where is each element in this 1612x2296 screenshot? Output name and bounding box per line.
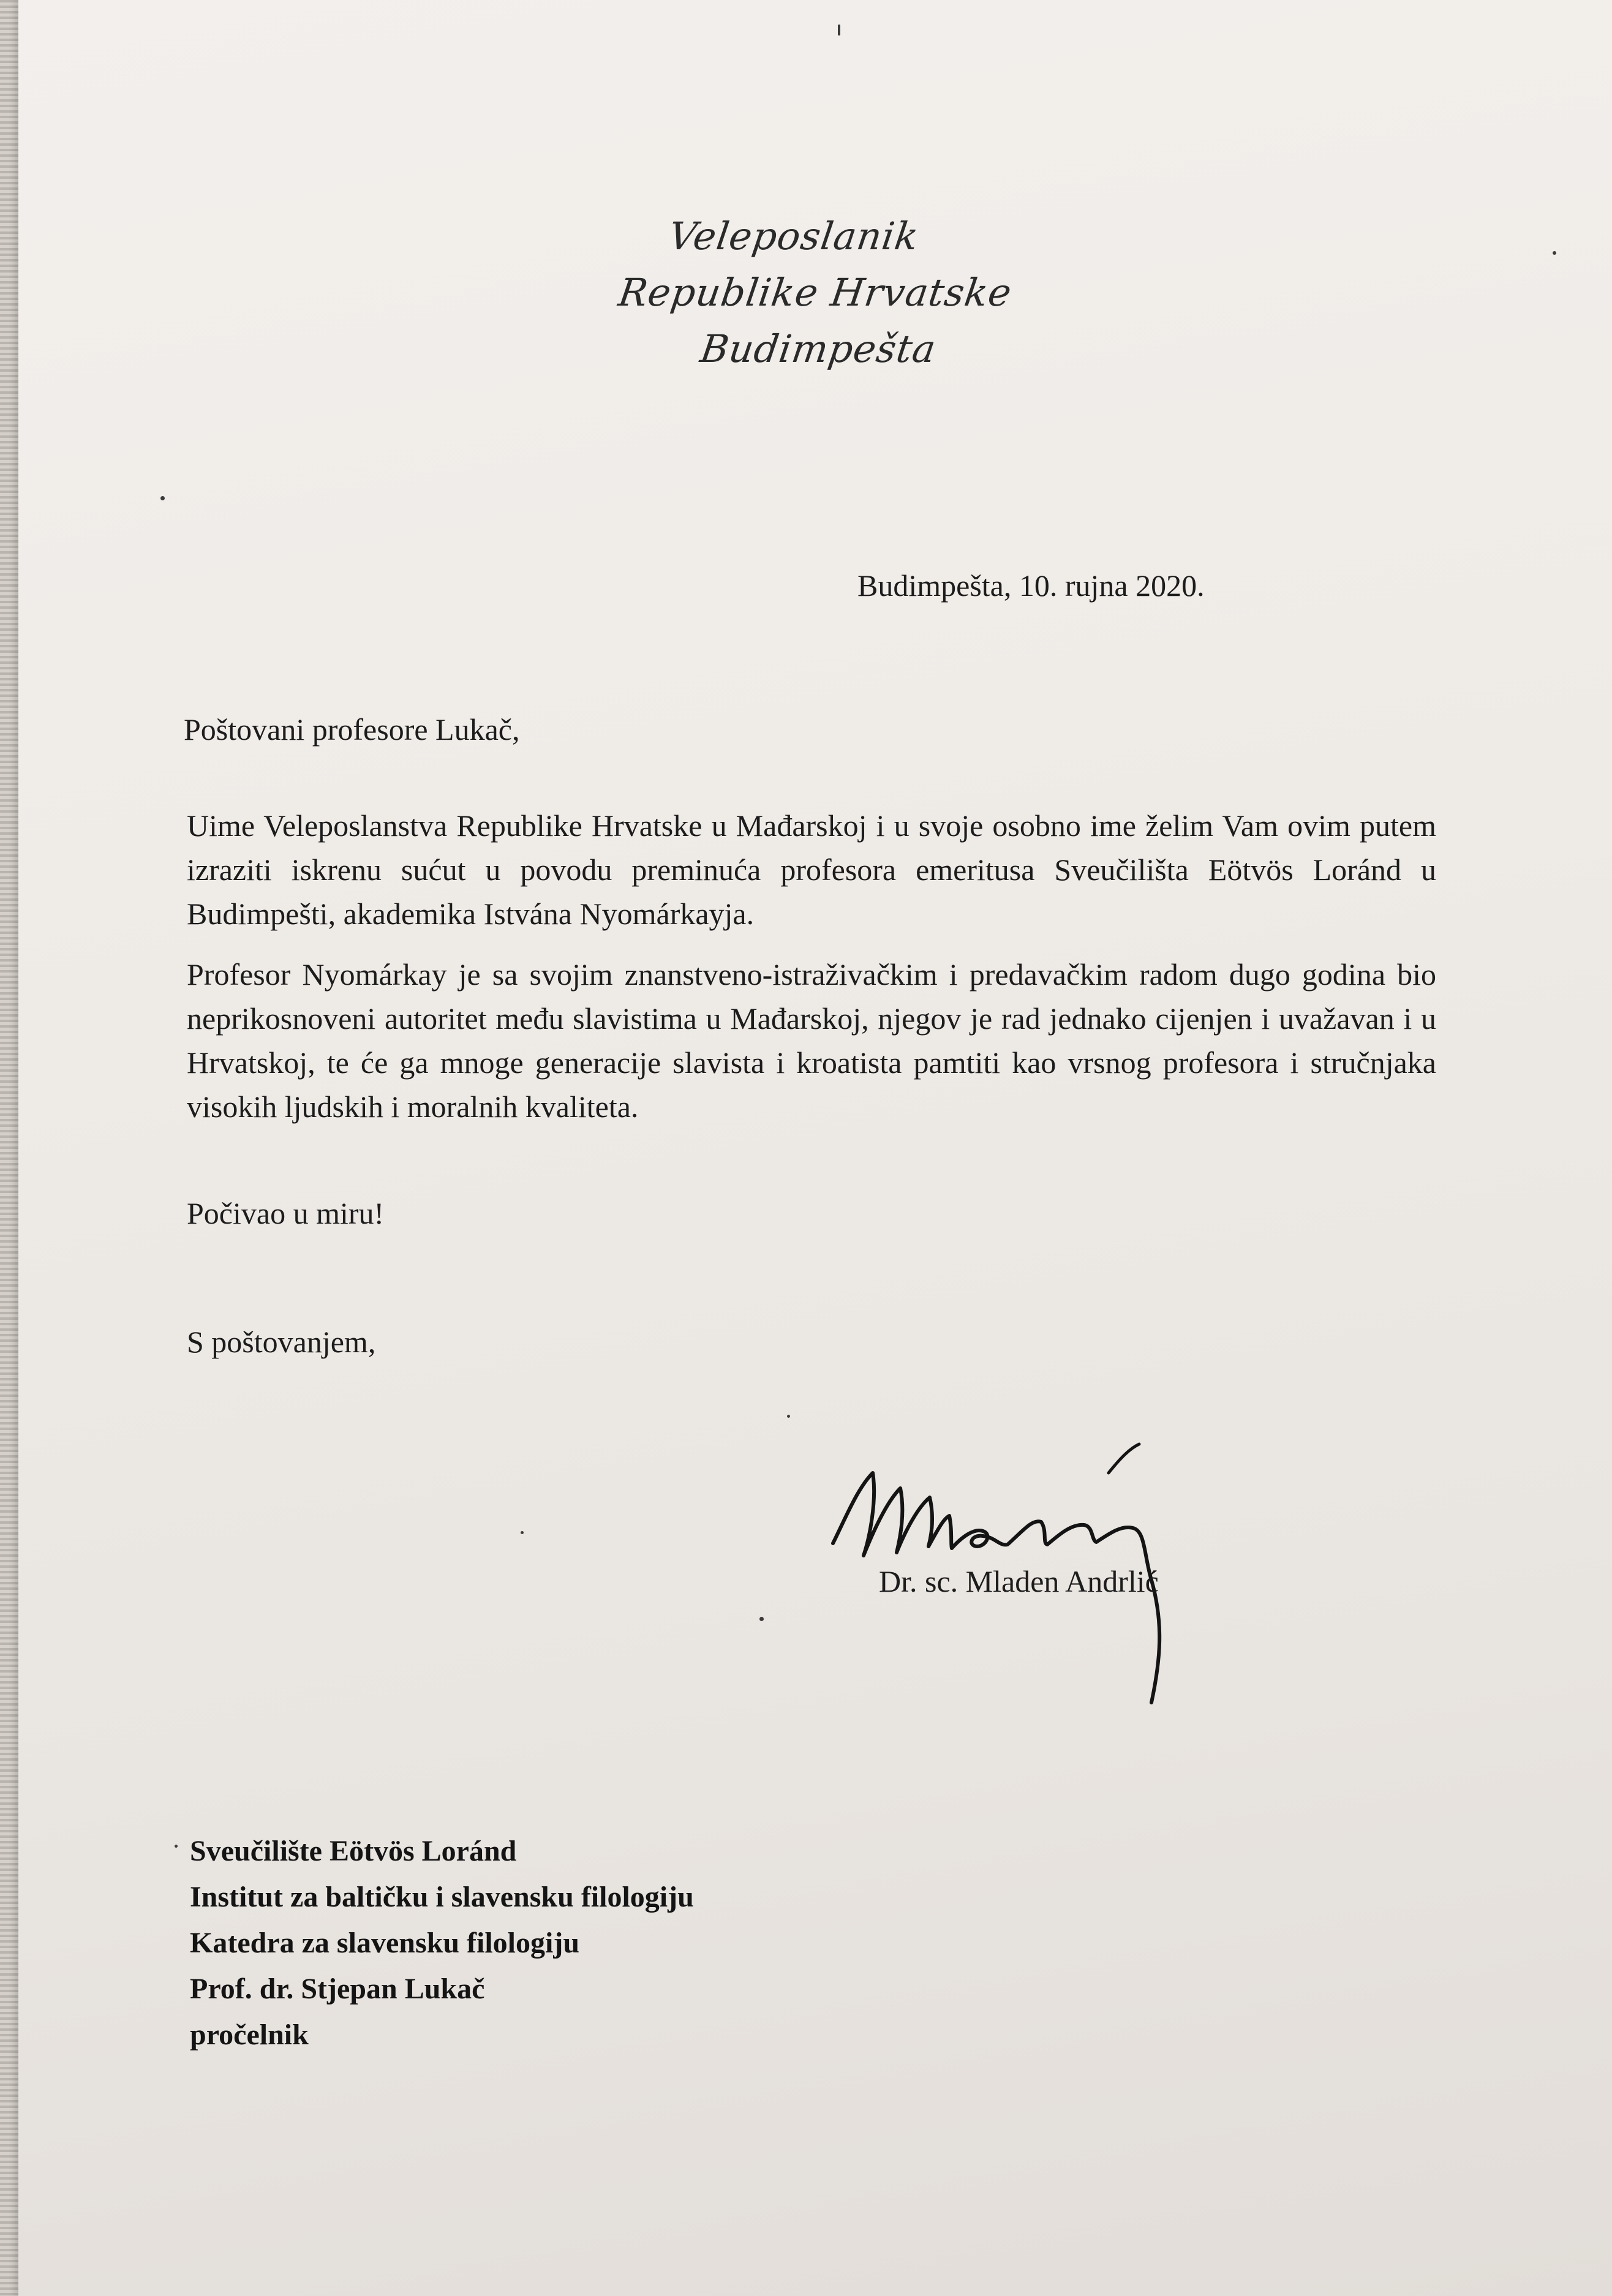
- paragraph-condolence: Uime Veleposlanstva Republike Hrvatske u Mađarskoj i u svoje osobno ime želim Vam ovim putem izraziti iskrenu sućut u povodu preminuća profesora emeritusa Sveučilišta Eötvös Loránd u Budimpešti, akademika Istvána Nyomárkayja.: [187, 808, 1436, 931]
- letterhead-city: Budimpešta: [697, 326, 940, 371]
- recipient-institute: Institut za baltičku i slavensku filologiju: [190, 1881, 694, 1913]
- paper-speck: [160, 496, 165, 500]
- signatory-name: Dr. sc. Mladen Andrlić: [879, 1564, 1159, 1598]
- letterhead-title: Veleposlanik: [666, 214, 922, 258]
- recipient-university: Sveučilište Eötvös Loránd: [190, 1835, 517, 1867]
- salutation: Poštovani profesore Lukač,: [184, 712, 520, 747]
- letter-date: Budimpešta, 10. rujna 2020.: [857, 568, 1205, 603]
- paper-speck: [759, 1617, 764, 1621]
- paper-speck: [787, 1415, 790, 1418]
- recipient-role: pročelnik: [190, 2019, 309, 2051]
- paper-speck: [521, 1531, 524, 1534]
- paper-speck: [175, 1845, 178, 1848]
- closing: S poštovanjem,: [187, 1325, 376, 1359]
- rest-in-peace: Počivao u miru!: [187, 1196, 385, 1230]
- letterhead-country: Republike Hrvatske: [616, 270, 1015, 315]
- recipient-name: Prof. dr. Stjepan Lukač: [190, 1973, 485, 2005]
- paper-speck: [838, 24, 840, 36]
- paragraph-tribute: Profesor Nyomárkay je sa svojim znanstveno-istraživačkim i predavačkim radom dugo godina bio neprikosnoveni autoritet među slavistima u Mađarskoj, njegov je rad jednako cijenjen i uvažavan i u Hrvatskoj, te će ga mnoge generacije slavista i kroatista pamtiti kao vrsnog profesora i stručnjaka visokih ljudskih i moralnih kvaliteta.: [187, 957, 1436, 1124]
- letterhead: [0, 208, 1612, 377]
- paper-speck: [1553, 251, 1556, 255]
- recipient-department: Katedra za slavensku filologiju: [190, 1927, 580, 1959]
- recipient-address: [190, 1828, 694, 2058]
